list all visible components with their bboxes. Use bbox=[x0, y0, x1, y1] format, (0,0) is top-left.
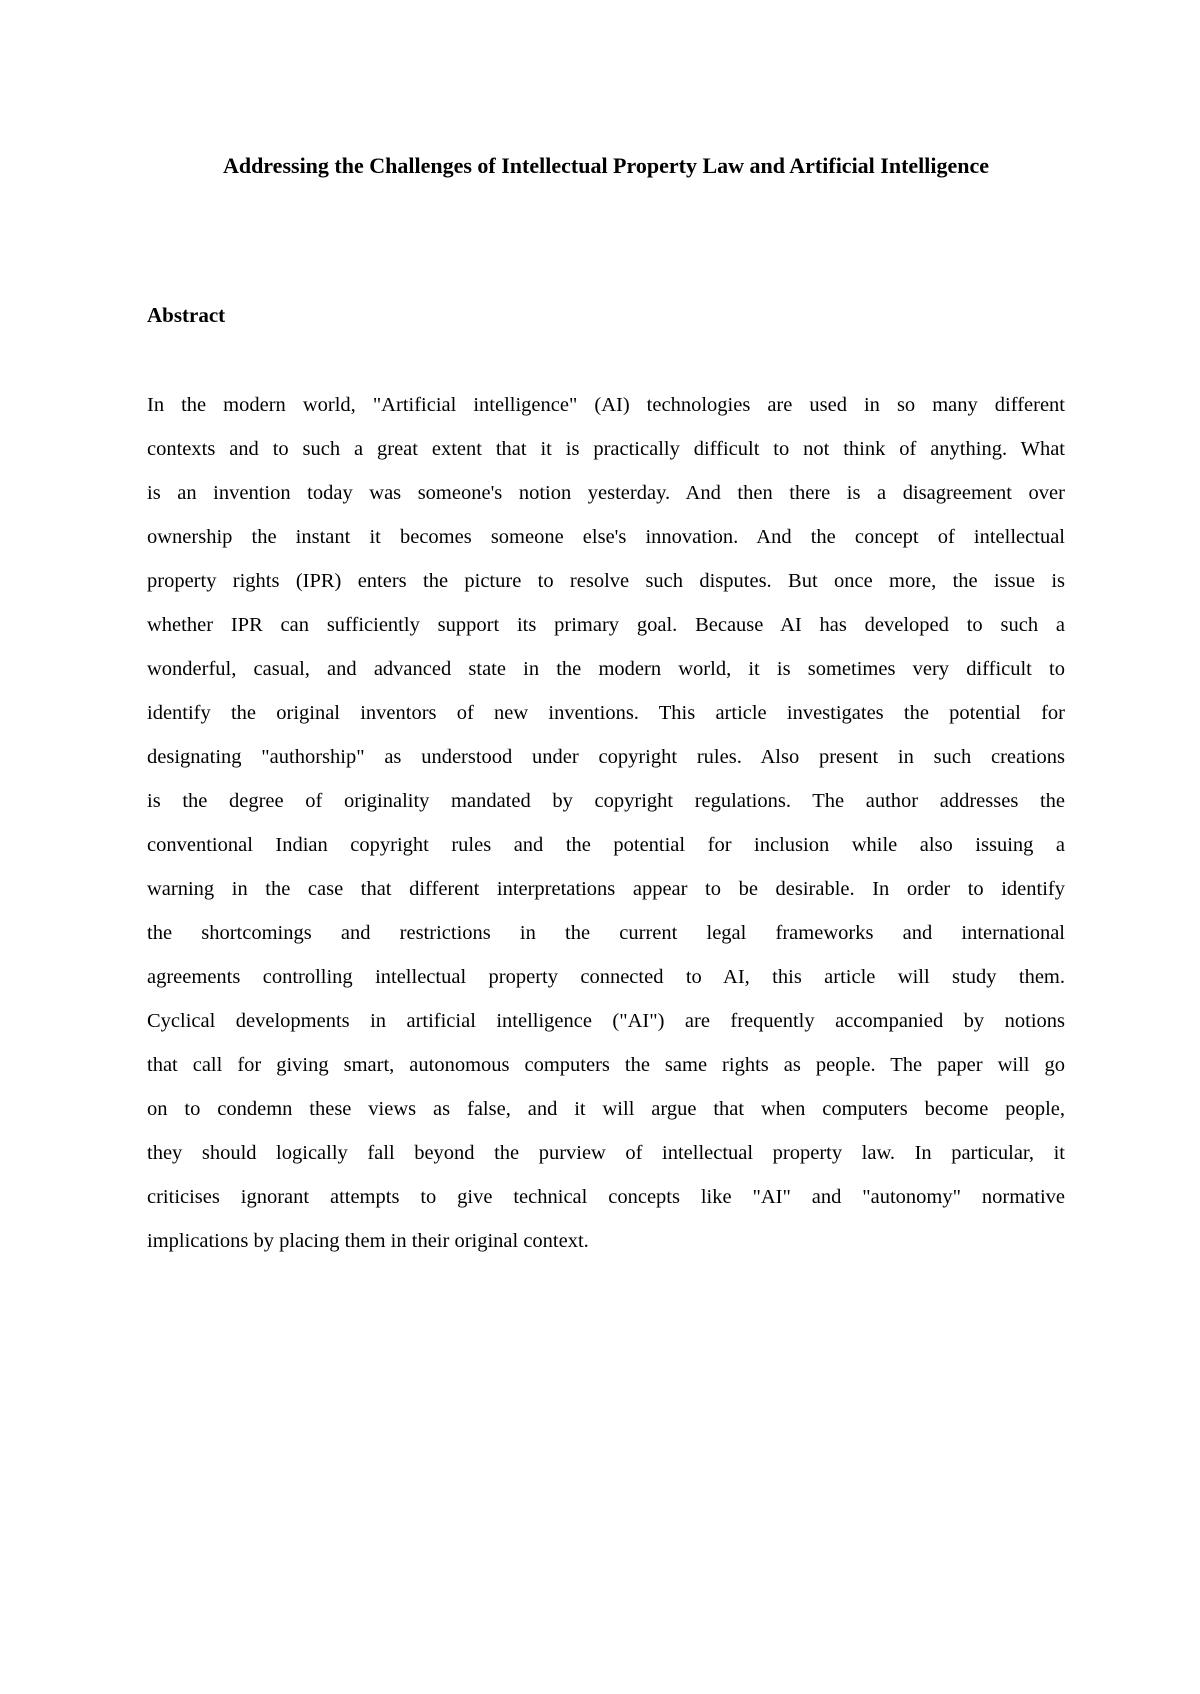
abstract-line: they should logically fall beyond the purview of intellectual property law. In particular, it bbox=[147, 1142, 1065, 1164]
abstract-line: property rights (IPR) enters the picture to resolve such disputes. But once more, the issue is bbox=[147, 570, 1065, 592]
abstract-line: In the modern world, "Artificial intelligence" (AI) technologies are used in so many different bbox=[147, 394, 1065, 416]
abstract-line: Cyclical developments in artificial intelligence ("AI") are frequently accompanied by notions bbox=[147, 1010, 1065, 1032]
abstract-line: is an invention today was someone's notion yesterday. And then there is a disagreement over bbox=[147, 482, 1065, 504]
abstract-line: whether IPR can sufficiently support its primary goal. Because AI has developed to such a bbox=[147, 614, 1065, 636]
abstract-line: on to condemn these views as false, and it will argue that when computers become people, bbox=[147, 1098, 1065, 1120]
abstract-line: is the degree of originality mandated by copyright regulations. The author addresses the bbox=[147, 790, 1065, 812]
abstract-line: wonderful, casual, and advanced state in the modern world, it is sometimes very difficult to bbox=[147, 658, 1065, 680]
abstract-line: conventional Indian copyright rules and the potential for inclusion while also issuing a bbox=[147, 834, 1065, 856]
abstract-line: contexts and to such a great extent that it is practically difficult to not think of anything. What bbox=[147, 438, 1065, 460]
abstract-heading: Abstract bbox=[147, 303, 226, 327]
abstract-line: criticises ignorant attempts to give technical concepts like "AI" and "autonomy" normative bbox=[147, 1186, 1065, 1208]
abstract-body bbox=[147, 390, 1065, 1270]
document-title: Addressing the Challenges of Intellectual Property Law and Artificial Intelligence bbox=[222, 153, 990, 178]
abstract-line: identify the original inventors of new inventions. This article investigates the potential for bbox=[147, 702, 1065, 724]
abstract-line: implications by placing them in their original context. bbox=[147, 1230, 589, 1252]
abstract-line: agreements controlling intellectual property connected to AI, this article will study them. bbox=[147, 966, 1065, 988]
abstract-line: warning in the case that different interpretations appear to be desirable. In order to identify bbox=[147, 878, 1065, 900]
abstract-line: the shortcomings and restrictions in the current legal frameworks and international bbox=[147, 922, 1065, 944]
abstract-line: ownership the instant it becomes someone else's innovation. And the concept of intellectual bbox=[147, 526, 1065, 548]
abstract-line: that call for giving smart, autonomous computers the same rights as people. The paper will go bbox=[147, 1054, 1065, 1076]
abstract-line: designating "authorship" as understood under copyright rules. Also present in such creations bbox=[147, 746, 1065, 768]
